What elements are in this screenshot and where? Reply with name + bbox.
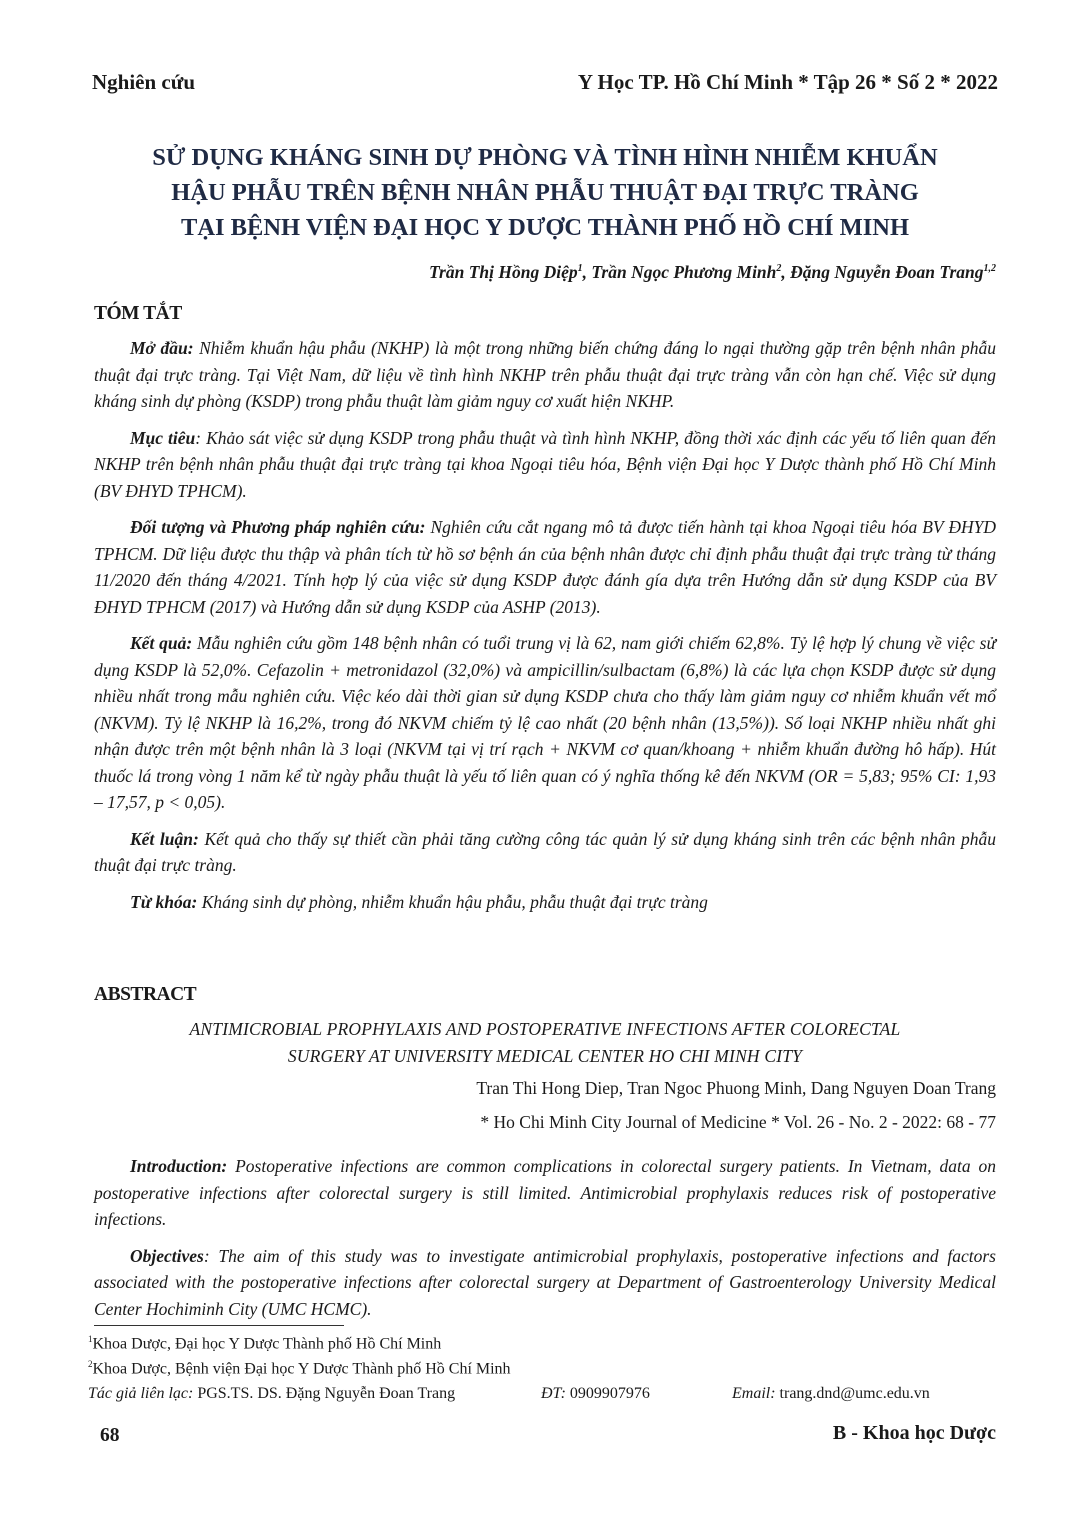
text-introduction: Postoperative infections are common complications in colorectal surgery patients. In Vietnam, data on postoperative infections after colorectal surgery is still limited. Antimicrobial prophylaxis reduces risk of postoperative infections. [94,1156,996,1229]
text-muc-tieu: : Khảo sát việc sử dụng KSDP trong phẫu thuật và tình hình NKHP, đồng thời xác định các yếu tố liên quan đến NKHP trên bệnh nhân phẫu thuật đại trực tràng tại khoa Ngoại tiêu hóa, Bệnh viện Đại học Y Dược thành phố Hồ Chí Minh (BV ĐHYD TPHCM). [94,427,996,501]
phone-label: ĐT: [541,1385,566,1402]
author-name: Trần Ngọc Phương Minh [591,262,777,282]
abstract-body [94,1153,996,1332]
tomtat-heading: TÓM TẮT [94,303,182,324]
author-separator: , [781,262,791,282]
contact-email [732,1385,930,1403]
title-line: SỬ DỤNG KHÁNG SINH DỰ PHÒNG VÀ TÌNH HÌNH NHIỄM KHUẨN [152,144,938,171]
affiliation-mark: 2 [776,263,782,275]
label-muc-tieu: Mục tiêu [130,427,196,448]
journal-citation: * Ho Chi Minh City Journal of Medicine * Vol. 26 - No. 2 - 2022: 68 - 77 [480,1112,996,1132]
footnote-affiliation-1 [88,1334,441,1353]
footnote-divider [94,1325,344,1326]
paragraph-objectives [94,1243,996,1323]
english-title-line: ANTIMICROBIAL PROPHYLAXIS AND POSTOPERATIVE INFECTIONS AFTER COLORECTAL [189,1019,901,1039]
paragraph-ket-qua [94,630,996,816]
label-tu-khoa: Từ khóa: [130,891,198,912]
label-ket-qua: Kết quả: [130,633,193,653]
label-introduction: Introduction: [130,1156,228,1176]
tomtat-body [94,335,996,925]
text-objectives: : The aim of this study was to investigate antimicrobial prophylaxis, postoperative infections and factors associated with the postoperative infections after colorectal surgery at Department of Gastroenterology University Medical Center Hochiminh City (UMC HCMC). [94,1245,996,1319]
article-title [80,140,1010,245]
contact-phone [541,1385,650,1403]
abstract-heading: ABSTRACT [94,984,197,1005]
author-separator: , [582,262,592,282]
text-ket-luan: Kết quả cho thấy sự thiết cần phải tăng cường công tác quản lý sử dụng kháng sinh trên các bệnh nhân phẫu thuật đại trực tràng. [94,828,996,875]
author-name: Trần Thị Hồng Diệp [429,262,578,282]
author-name: Đặng Nguyễn Đoan Trang [790,262,984,282]
contact-label: Tác giả liên lạc: [88,1385,194,1402]
email-address: trang.dnd@umc.edu.vn [775,1385,930,1402]
paragraph-mo-dau [94,335,996,415]
paragraph-muc-tieu [94,425,996,505]
email-label: Email: [732,1385,776,1402]
footnote-text: Khoa Dược, Đại học Y Dược Thành phố Hồ Chí Minh [92,1335,442,1353]
title-line: HẬU PHẪU TRÊN BỆNH NHÂN PHẪU THUẬT ĐẠI TRỰC TRÀNG [171,179,919,206]
affiliation-mark: 1,2 [983,263,996,275]
paragraph-tu-khoa [94,889,996,916]
label-mo-dau: Mở đầu: [130,338,194,358]
paragraph-introduction [94,1153,996,1233]
label-objectives: Objectives [130,1245,204,1266]
label-doi-tuong: Đối tượng và Phương pháp nghiên cứu: [130,517,426,537]
footnote-affiliation-2 [88,1359,511,1378]
text-doi-tuong: Nghiên cứu cắt ngang mô tả được tiến hành tại khoa Ngoại tiêu hóa BV ĐHYD TPHCM. Dữ liệu được thu thập và phân tích từ hồ sơ bệnh án của bệnh nhân được chỉ định phẫu thuật đại trực tràng từ tháng 11/2020 đến tháng 4/2021. Tính hợp lý của việc sử dụng KSDP được đánh gía dựa trên Hướng dẫn sử dụng KSDP của BV ĐHYD TPHCM (2017) và Hướng dẫn sử dụng KSDP của ASHP (2013). [94,517,997,617]
english-title-line: SURGERY AT UNIVERSITY MEDICAL CENTER HO CHI MINH CITY [287,1046,803,1066]
corresponding-author [88,1385,455,1403]
text-ket-qua: Mẫu nghiên cứu gồm 148 bệnh nhân có tuổi trung vị là 62, nam giới chiếm 62,8%. Tỷ lệ hợp lý chung về việc sử dụng KSDP là 52,0%. Cefazolin + metronidazol (32,0%) và ampicillin/sulbactam (6,8%) là các lựa chọn KSDP được sử dụng nhiều nhất trong mẫu nghiên cứu. Việc kéo dài thời gian sử dụng KSDP chưa cho thấy làm giảm nguy cơ nhiễm khuẩn vết mổ (NKVM). Tỷ lệ NKHP là 16,2%, trong đó NKVM chiếm tỷ lệ cao nhất (20 bệnh nhân (13,5%)). Số loại NKHP nhiều nhất ghi nhận được trên một bệnh nhân là 3 loại (NKVM tại vị trí rạch + NKVM cơ quan/khoang + nhiễm khuẩn đường hô hấp). Hút thuốc lá trong vòng 1 năm kể từ ngày phẫu thuật là yếu tố liên quan có ý nghĩa thống kê đến NKVM (OR = 5,83; 95% CI: 1,93 – 17,57, p < 0,05). [94,633,996,812]
footnote-text: Khoa Dược, Bệnh viện Đại học Y Dược Thành phố Hồ Chí Minh [92,1360,511,1378]
author-list-vi [429,262,996,283]
paragraph-doi-tuong [94,514,996,620]
header-journal-info: Y Học TP. Hồ Chí Minh * Tập 26 * Số 2 * 2022 [577,70,998,94]
label-ket-luan: Kết luận: [130,828,199,849]
footnote-mark: 2 [88,1359,93,1369]
paragraph-ket-luan [94,826,996,879]
affiliation-mark: 1 [577,263,583,275]
contact-name: PGS.TS. DS. Đặng Nguyễn Đoan Trang [193,1385,456,1402]
footnote-mark: 1 [88,1334,93,1344]
title-line: TẠI BỆNH VIỆN ĐẠI HỌC Y DƯỢC THÀNH PHỐ HỒ CHÍ MINH [180,214,910,241]
author-list-en: Tran Thi Hong Diep, Tran Ngoc Phuong Minh, Dang Nguyen Doan Trang [476,1078,996,1098]
page-number: 68 [100,1425,120,1446]
english-title [94,1016,996,1070]
text-mo-dau: Nhiễm khuẩn hậu phẫu (NKHP) là một trong những biến chứng đáng lo ngại thường gặp trên bệnh nhân phẫu thuật đại trực tràng. Tại Việt Nam, dữ liệu về tình hình NKHP trên phẫu thuật đại trực tràng vẫn còn hạn chế. Việc sử dụng kháng sinh dự phòng (KSDP) trong phẫu thuật làm giảm nguy cơ xuất hiện NKHP. [94,338,996,411]
running-header [92,70,998,100]
header-section-label: Nghiên cứu [92,70,196,94]
text-tu-khoa: Kháng sinh dự phòng, nhiễm khuẩn hậu phẫu, phẫu thuật đại trực tràng [197,891,708,912]
phone-number: 0909907976 [565,1385,650,1402]
footer-section: B - Khoa học Dược [832,1422,996,1444]
